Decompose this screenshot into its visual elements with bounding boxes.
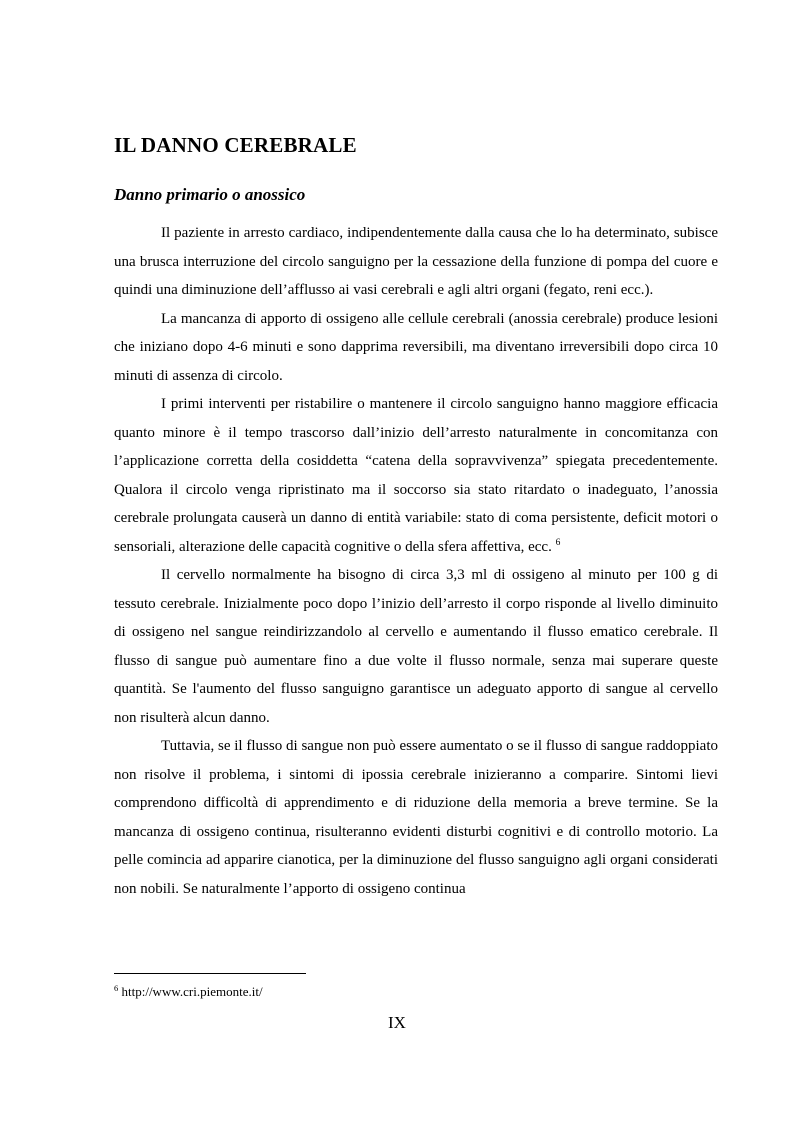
body-text bbox=[114, 219, 718, 903]
chapter-title: IL DANNO CEREBRALE bbox=[114, 133, 357, 157]
footnote-number: 6 bbox=[114, 983, 119, 993]
paragraph: Il paziente in arresto cardiaco, indipendentemente dalla causa che lo ha determinato, subisce una brusca interruzione del circolo sanguigno per la cessazione della funzione di pompa del cuore e quindi una diminuzione dell’afflusso ai vasi cerebrali e agli altri organi (fegato, reni ecc.). bbox=[114, 225, 718, 298]
footnote bbox=[114, 984, 263, 1000]
footnote-text: http://www.cri.piemonte.it/ bbox=[121, 984, 263, 999]
footnote-divider bbox=[114, 973, 306, 974]
paragraph bbox=[114, 390, 718, 561]
paragraph: Tuttavia, se il flusso di sangue non può essere aumentato o se il flusso di sangue raddoppiato non risolve il problema, i sintomi di ipossia cerebrale inizieranno a comparire. Sintomi lievi comprendono difficoltà di apprendimento e di riduzione della memoria a breve termine. Se la mancanza di ossigeno continua, risulteranno evidenti disturbi cognitivi e di controllo motorio. La pelle comincia ad apparire cianotica, per la diminuzione del flusso sanguigno agli organi considerati non nobili. Se naturalmente l’apporto di ossigeno continua bbox=[114, 738, 718, 897]
paragraph-text: I primi interventi per ristabilire o mantenere il circolo sanguigno hanno maggiore efficacia quanto minore è il tempo trascorso dall’inizio dell’arresto naturalmente in concomitanza con l’applicazione corretta della cosiddetta “catena della sopravvivenza” spiegata precedentemente. Qualora il circolo venga ripristinato ma il soccorso sia stato ritardato o inadeguato, l’anossia cerebrale prolungata causerà un danno di entità variabile: stato di coma persistente, deficit motori o sensoriali, alterazione delle capacità cognitive o della sfera affettiva, ecc. bbox=[114, 396, 718, 555]
section-subtitle: Danno primario o anossico bbox=[114, 185, 306, 204]
paragraph: Il cervello normalmente ha bisogno di circa 3,3 ml di ossigeno al minuto per 100 g di tessuto cerebrale. Inizialmente poco dopo l’inizio dell’arresto il corpo risponde al livello diminuito di ossigeno nel sangue reindirizzandolo al cervello e aumentando il flusso ematico cerebrale. Il flusso di sangue può aumentare fino a due volte il flusso normale, senza mai superare queste quantità. Se l'aumento del flusso sanguigno garantisce un adeguato apporto di sangue al cervello non risulterà alcun danno. bbox=[114, 567, 718, 726]
paragraph: La mancanza di apporto di ossigeno alle cellule cerebrali (anossia cerebrale) produce lesioni che iniziano dopo 4-6 minuti e sono dapprima reversibili, ma diventano irreversibili dopo circa 10 minuti di assenza di circolo. bbox=[114, 310, 718, 384]
footnote-reference: 6 bbox=[555, 537, 561, 548]
page-number: IX bbox=[388, 1013, 406, 1032]
